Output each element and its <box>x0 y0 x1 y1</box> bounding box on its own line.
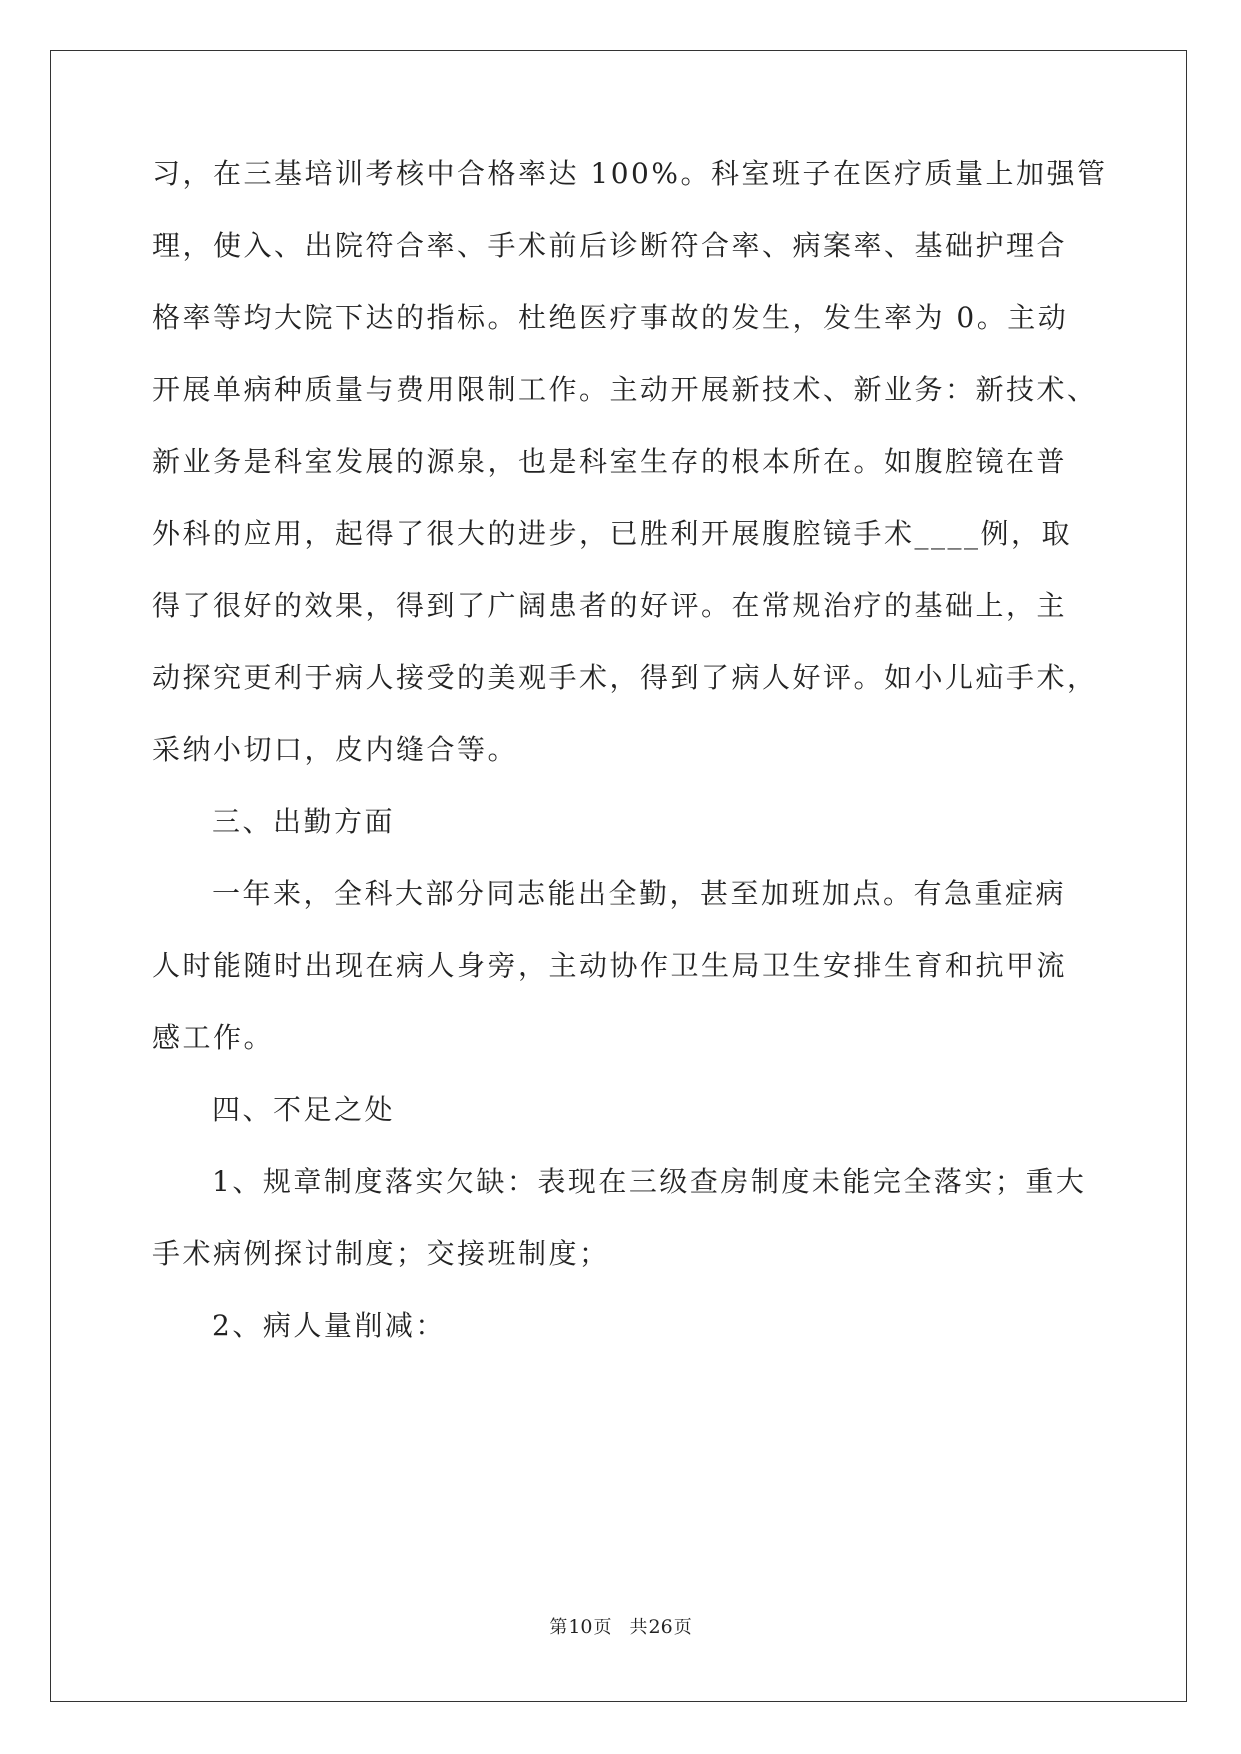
page-footer <box>0 1615 1241 1640</box>
list-item: 1、规章制度落实欠缺：表现在三级查房制度未能完全落实；重大 <box>212 1165 1087 1198</box>
footer-page-prefix: 第 <box>549 1617 568 1638</box>
paragraph-line: 开展单病种质量与费用限制工作。主动开展新技术、新业务：新技术、 <box>152 373 1098 406</box>
paragraph-line: 手术病例探讨制度；交接班制度； <box>152 1237 610 1270</box>
paragraph-line: 采纳小切口，皮内缝合等。 <box>152 733 519 766</box>
footer-total-prefix: 共 <box>629 1617 648 1638</box>
paragraph-line: 习，在三基培训考核中合格率达 100%。科室班子在医疗质量上加强管 <box>152 157 1108 190</box>
footer-page-suffix: 页 <box>593 1617 612 1638</box>
paragraph-line: 得了很好的效果，得到了广阔患者的好评。在常规治疗的基础上，主 <box>152 589 1068 622</box>
paragraph-line: 动探究更利于病人接受的美观手术，得到了病人好评。如小儿疝手术， <box>152 661 1098 694</box>
footer-total-suffix: 页 <box>673 1617 692 1638</box>
section-heading: 四、不足之处 <box>212 1093 396 1126</box>
section-heading: 三、出勤方面 <box>212 805 396 838</box>
paragraph-line: 理，使入、出院符合率、手术前后诊断符合率、病案率、基础护理合 <box>152 229 1068 262</box>
paragraph-line: 感工作。 <box>152 1021 275 1054</box>
paragraph-line: 一年来，全科大部分同志能出全勤，甚至加班加点。有急重症病 <box>212 877 1067 910</box>
paragraph-line: 新业务是科室发展的源泉，也是科室生存的根本所在。如腹腔镜在普 <box>152 445 1068 478</box>
list-item: 2、病人量削减： <box>212 1309 446 1342</box>
footer-page-number: 10 <box>568 1616 593 1638</box>
paragraph-line: 外科的应用，起得了很大的进步，已胜利开展腹腔镜手术____例，取 <box>152 517 1073 550</box>
footer-total-pages: 26 <box>648 1616 673 1638</box>
paragraph-line: 格率等均大院下达的指标。杜绝医疗事故的发生，发生率为 0。主动 <box>152 301 1069 334</box>
paragraph-line: 人时能随时出现在病人身旁，主动协作卫生局卫生安排生育和抗甲流 <box>152 949 1068 982</box>
